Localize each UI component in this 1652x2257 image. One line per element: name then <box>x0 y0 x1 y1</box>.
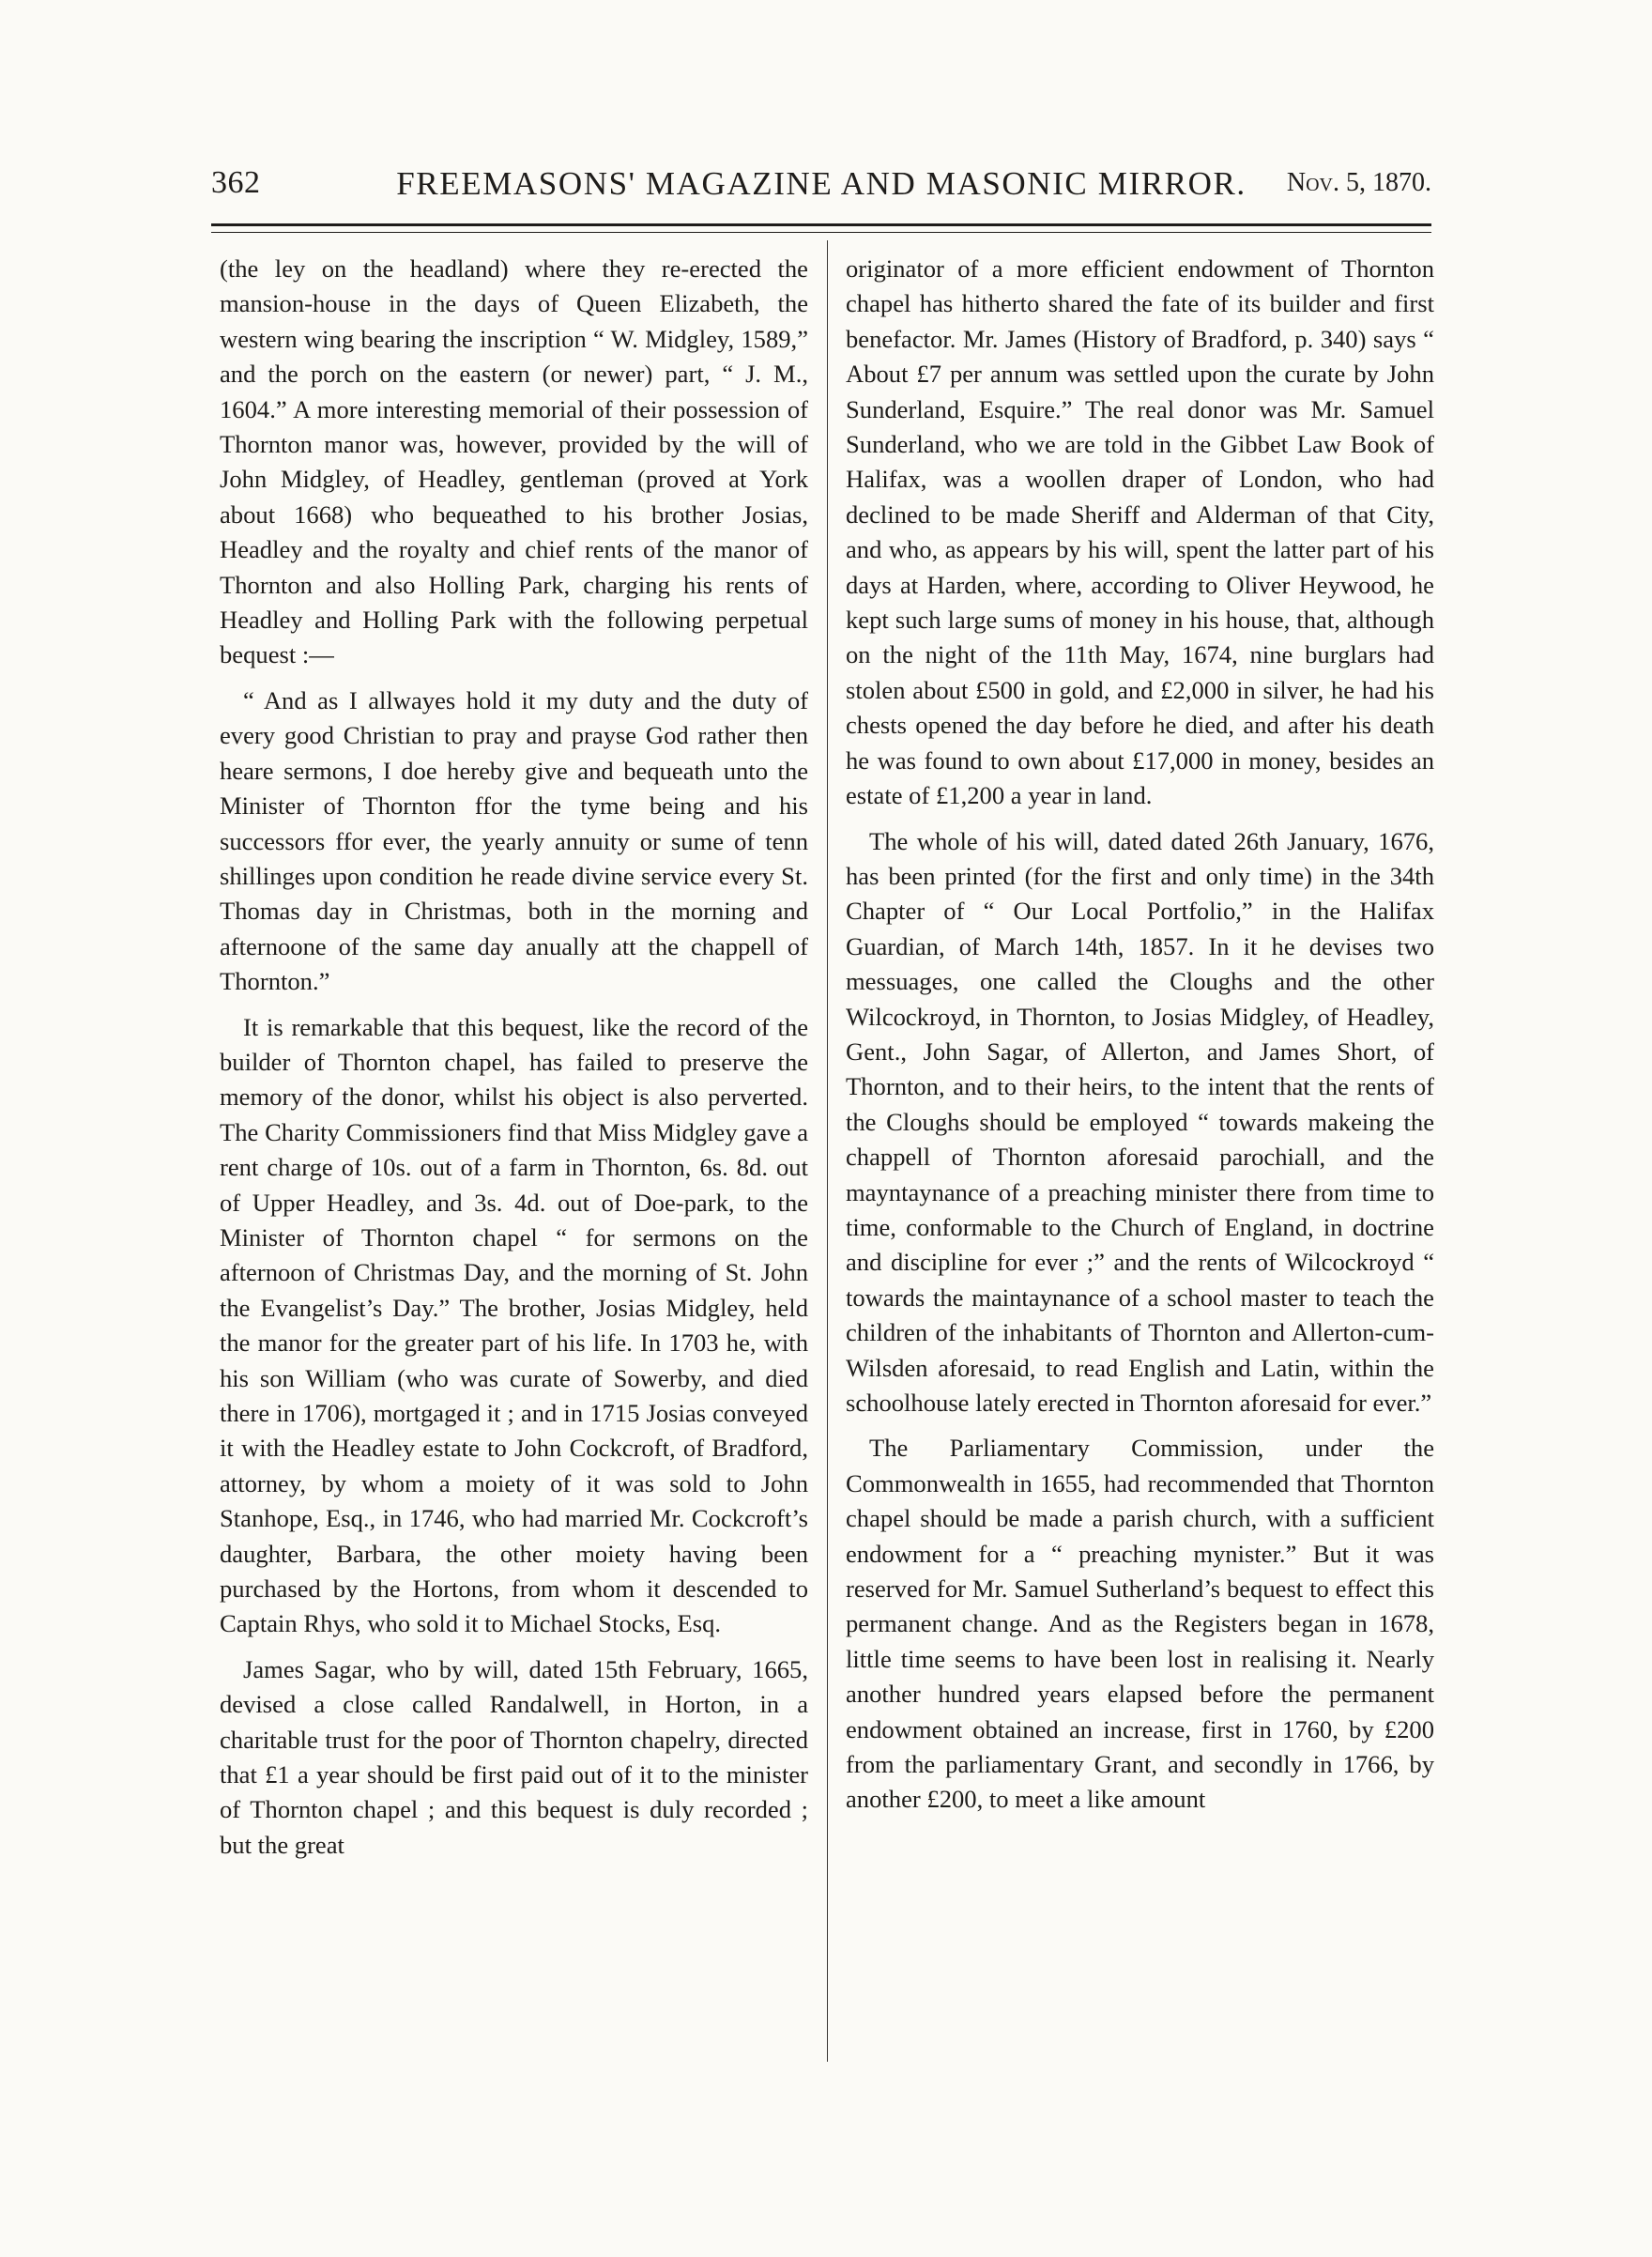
page-header <box>211 165 1431 218</box>
paragraph: The whole of his will, dated dated 26th January, 1676, has been printed (for the first and only time) in the 34th Chapter of “ Our Local Portfolio,” in the Halifax Guardian, of March 14th, 1857. In it he devises two messuages, one called the Cloughs and the other Wilcockroyd, in Thornton, to Josias Midgley, of Headley, Gent., John Sagar, of Allerton, and James Short, of Thornton, and to their heirs, to the intent that the rents of the Cloughs should be employed “ towards makeing the chappell of Thornton aforesaid parochiall, and the mayntaynance of a preaching minister there from time to time, conformable to the Church of England, in doctrine and discipline for ever ;” and the rents of Wilcockroyd “ towards the maintaynance of a school master to teach the children of the inhabitants of Thornton and Allerton-cum-Wilsden aforesaid, to read English and Latin, within the schoolhouse lately erected in Thornton aforesaid for ever.” <box>846 826 1434 1417</box>
page-number: 362 <box>211 165 261 200</box>
column-divider <box>827 240 828 2062</box>
left-column <box>220 252 808 1873</box>
header-rule-thin <box>211 232 1431 233</box>
right-column <box>846 252 1434 1828</box>
quoted-bequest: “ And as I allwayes hold it my duty and the duty of every good Christian to pray and prayse God rather then heare sermons, I doe hereby give and bequeath unto the Minister of Thornton ffor the tyme being and his successors ffor ever, the yearly annuity or sume of tenn shillinges upon condition he reade divine service every St. Thomas day in Christmas, both in the morning and afternoone of the same day anually att the chappell of Thornton.” <box>220 685 808 996</box>
paragraph-continued: originator of a more efficient endowment of Thornton chapel has hitherto shared the fate of its builder and first benefactor. Mr. James (History of Bradford, p. 340) says “ About £7 per annum was settled upon the curate by John Sunderland, Esquire.” The real donor was Mr. Samuel Sunderland, who we are told in the Gibbet Law Book of Halifax, was a woollen draper of London, who had declined to be made Sheriff and Alderman of that City, and who, as appears by his will, spent the latter part of his days at Harden, where, according to Oliver Heywood, he kept such large sums of money in his house, that, although on the night of the 11th May, 1674, nine burglars had stolen about £500 in gold, and £2,000 in silver, he had his chests opened the day before he died, and after his death he was found to own about £17,000 in money, besides an estate of £1,200 a year in land. <box>846 254 1434 810</box>
paragraph: It is remarkable that this bequest, like the record of the builder of Thornton chapel, has failed to preserve the memory of the donor, whilst his object is also perverted. The Charity Commissioners find that Miss Midgley gave a rent charge of 10s. out of a farm in Thornton, 6s. 8d. out of Upper Headley, and 3s. 4d. out of Doe-park, to the Minister of Thornton chapel “ for sermons on the afternoon of Christmas Day, and the morning of St. John the Evangelist’s Day.” The brother, Josias Midgley, held the manor for the greater part of his life. In 1703 he, with his son William (who was curate of Sowerby, and died there in 1706), mortgaged it ; and in 1715 Josias conveyed it with the Headley estate to John Cockcroft, of Bradford, attorney, by whom a moiety of it was sold to John Stanhope, Esq., in 1746, who had married Mr. Cockcroft’s daughter, Barbara, the other moiety having been purchased by the Hortons, from whom it descended to Captain Rhys, who sold it to Michael Stocks, Esq. <box>220 1012 808 1638</box>
header-rule-thick <box>211 223 1431 226</box>
paragraph: The Parliamentary Commission, under the Commonwealth in 1655, had recommended that Thornton chapel should be made a parish church, with a sufficient endowment for a “ preaching mynister.” But it was reserved for Mr. Samuel Sutherland’s bequest to effect this permanent change. And as the Registers began in 1678, little time seems to have been lost in realising it. Nearly another hundred years elapsed before the permanent endowment obtained an increase, first in 1760, by £200 from the parliamentary Grant, and secondly in 1766, by another £200, to meet a like amount <box>846 1434 1434 1814</box>
paragraph-continued: (the ley on the headland) where they re-erected the mansion-house in the days of Queen Elizabeth, the western wing bearing the inscription “ W. Midgley, 1589,” and the porch on the eastern (or newer) part, “ J. M., 1604.” A more interesting memorial of their possession of Thornton manor was, however, provided by the will of John Midgley, of Headley, gentleman (proved at York about 1668) who bequeathed to his brother Josias, Headley and the royalty and chief rents of the manor of Thornton and also Holling Park, charging his rents of Headley and Holling Park with the following perpetual bequest :— <box>220 254 808 669</box>
paragraph: James Sagar, who by will, dated 15th February, 1665, devised a close called Randalwell, in Horton, in a charitable trust for the poor of Thornton chapelry, directed that £1 a year should be first paid out of it to the minister of Thornton chapel ; and this bequest is duly recorded ; but the great <box>220 1654 808 1859</box>
running-title: FREEMASONS' MAGAZINE AND MASONIC MIRROR. <box>396 165 1247 202</box>
issue-date: Nov. 5, 1870. <box>1286 168 1431 197</box>
